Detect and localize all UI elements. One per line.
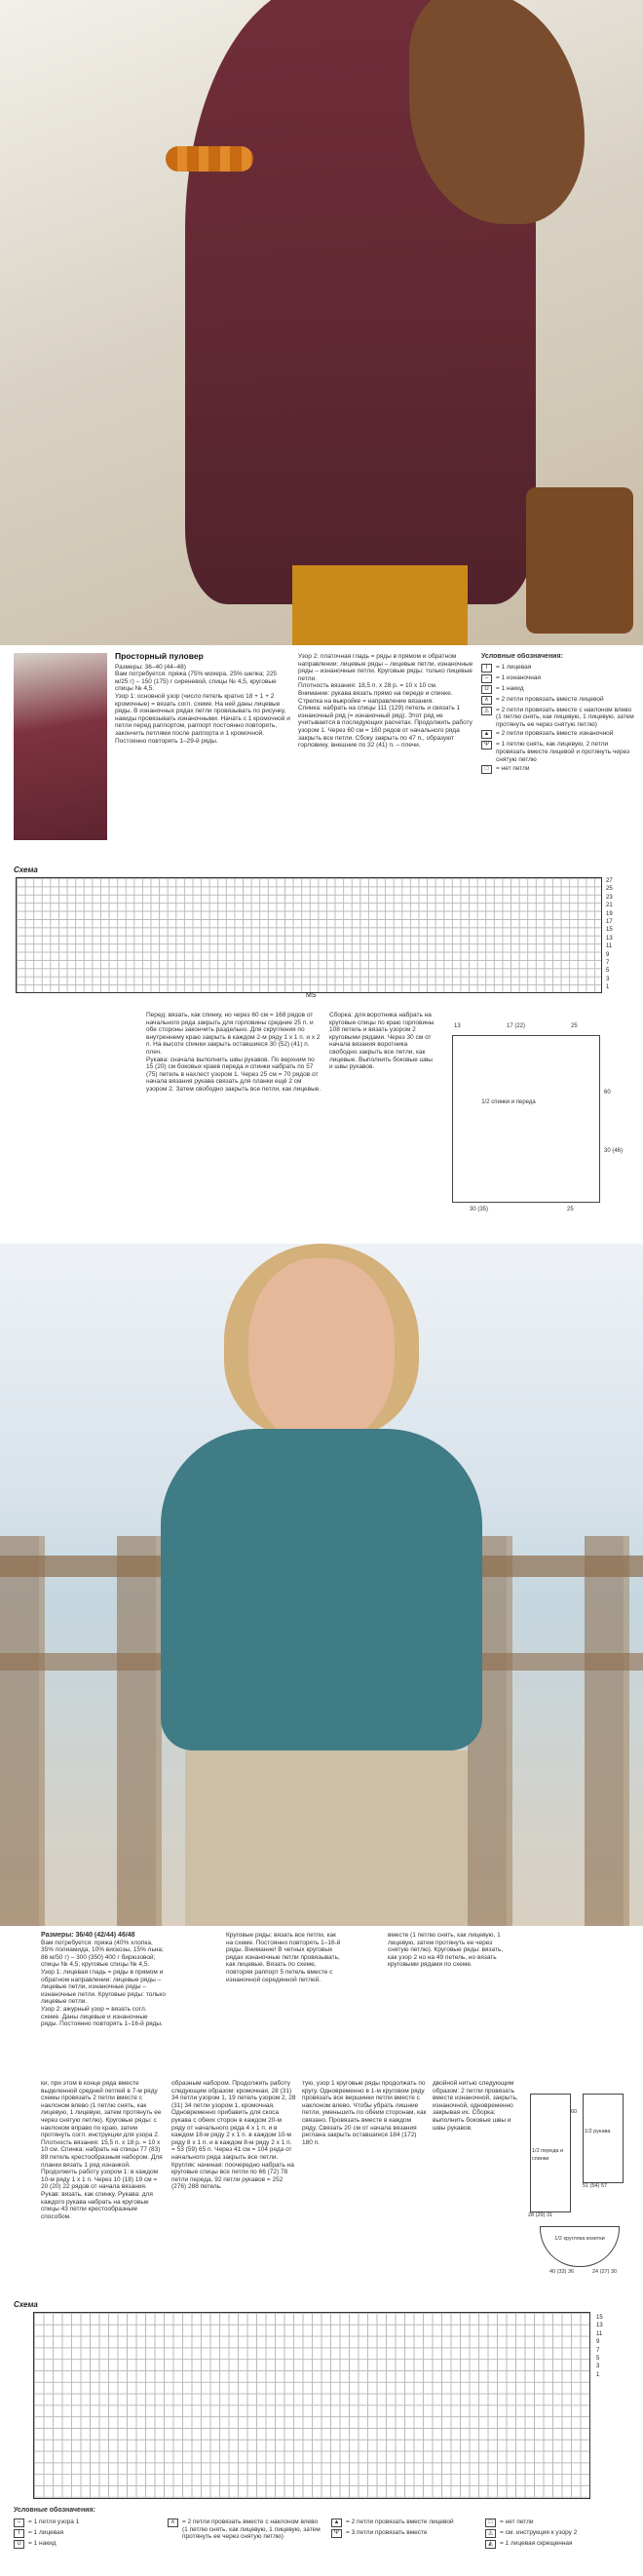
pullover-legend-text: = 2 петли провязать вместе лицевой — [496, 695, 604, 703]
blue-body-far-text: двойной нитью следующим образом: 2 петли провязать вместе изнаночной, закрыть, изнаночной, одновременно закрывая их. Сборка: выполнить боковые швы и швы рукавов. — [433, 2080, 518, 2132]
symbol-icon: ◬ — [485, 2529, 496, 2538]
blue-legend-text: = см. инструкция к узору 2 — [500, 2529, 578, 2536]
row-number: 11 — [596, 2330, 603, 2337]
pattern-shape — [452, 1035, 600, 1203]
blue-row-numbers — [596, 2314, 620, 2379]
row-number: 3 — [606, 976, 610, 982]
blue-legend-item — [485, 2540, 631, 2549]
pullover-photo — [0, 0, 643, 645]
dim-bottom-1: 30 (35) — [470, 1207, 489, 1212]
blue-legend-item — [14, 2518, 160, 2527]
pullover-sleeves-text: Рукава: сначала выполнить швы рукавов. По верхним по 15 (20) см боковых краев переда и спинки набрать по 57 (75) петель в нахлест узором 1. Через 25 см = 70 рядов от начала вязания рукава связать для планки ещё 2 см узором 2. Затем свободно закрыть все петли, как лицевые. — [146, 1056, 322, 1093]
symbol-icon: ∧ — [168, 2518, 178, 2527]
blue-legend-item — [14, 2540, 160, 2549]
pullover-legend-item — [481, 707, 637, 729]
pullover-legend-item — [481, 664, 637, 673]
symbol-icon: U — [14, 2540, 24, 2549]
blue-legend-item — [331, 2518, 477, 2527]
blue-legend-item — [14, 2529, 160, 2538]
symbol-icon: □ — [481, 765, 492, 774]
pullover-front-text: Перед: вязать, как спинку, но через 60 см = 168 рядов от начального ряда закрыть для горловины средние 25 п. и обе стороны закончить раздельно. Для скругления по внутреннему краю закрыть в каждом 2-м ряду 1 x 1 п. и x 2 п. На высоте спинки закрыть оставшиеся 30 (52) (41) п. плеч. — [146, 1012, 321, 1056]
row-number: 11 — [606, 943, 613, 950]
pullover-attention: Внимание: рукава вязать прямо на переде и спинке. Стрелка на выкройке = направление вязания. — [298, 689, 453, 705]
pullover-materials: Вам потребуется: пряжа (75% мохера, 25% шелка; 225 м/25 г) – 150 (175) г сиреневой, спицы № 4,5, круговые спицы № 4,5. — [115, 671, 278, 693]
blue-legend-col4 — [485, 2518, 631, 2573]
blue-body-mid-text: обраэным набором. Продолжить работу следующим образом: кромочная, 28 (31) 34 петли узором 1, 19 петель узором 2, 28 (31) 34 петли узором 1, кромочная. Одновременно прибавить для скоса рукава с обеих сторон в каждом 20-м ряду от начального ряда 4 x 1 п. и в каждом 18-м ряду 2 x 1 п. в каждом 10-м ряду 8 x 1 п. и в каждом 8-м ряду 2 x 1 п. = 53 (59) 65 п. Через 41 см = 104 ряда от начального ряда закрыть все петли. Кругляк: начиная: поочередно набрать на круговые спицы все петли по 66 (72) 78 петли переда, 92 петли рукавов = 252 (276) 288 петель. — [171, 2080, 296, 2191]
pullover-legend-text: = 1 изнаночная — [496, 673, 542, 681]
pullover-scheme — [14, 865, 637, 1002]
blue-legend-text: = 3 петли провязать вместе — [346, 2529, 428, 2536]
symbol-icon: I — [481, 664, 492, 673]
row-number: 19 — [606, 910, 613, 917]
row-number: 21 — [606, 903, 613, 909]
row-number: 15 — [596, 2315, 603, 2321]
row-number: 1 — [596, 2371, 600, 2378]
yoke-shape — [540, 2226, 620, 2267]
pullover-legend — [481, 653, 637, 848]
row-number: 1 — [606, 984, 610, 991]
blue-body-right-text: тую, узор 1 круговые ряды продолжать по кругу. Одновременно в 1-м круговом ряду провязать все вершинки петли вместе с наклоном влево. Чтобы убрать лишние петли, уменьшить по обеим сторонам, как связано. Провязать вместе в каждом ряду. Связать 20 см от начала вязания реглана закрыть оставшиеся 184 (172) 180 п. — [302, 2080, 427, 2146]
blue-body-mid — [171, 2080, 296, 2289]
row-number: 5 — [606, 968, 610, 975]
blue-legend-text: = 1 лицевая — [28, 2529, 64, 2536]
blue-col3 — [388, 1932, 505, 2078]
blue-sizes: Размеры: 36/40 (42/44) 46/48 — [41, 1932, 135, 1939]
pullover-front — [146, 1012, 322, 1231]
pullover-chart-grid — [16, 877, 602, 993]
blue-legend-text: = 1 лицевая скрещенная — [500, 2540, 573, 2547]
row-number: 7 — [596, 2347, 600, 2354]
pullover-legend-text: = 1 петлю снять, как лицевую, 2 петли провязать вместе лицевой и протянуть через снятую петлю — [496, 741, 630, 763]
blue-legend-item — [485, 2518, 631, 2527]
symbol-icon: Ψ — [481, 741, 492, 750]
pattern-label: 1/2 спинки и переда — [481, 1099, 536, 1105]
blue-dim-1: 28 (29) 31 — [528, 2212, 553, 2218]
bracelet — [166, 146, 253, 172]
row-number: 9 — [606, 951, 610, 958]
pullover-title: Просторный пуловер — [115, 653, 204, 661]
pullover-legend-text: = 1 накид — [496, 684, 524, 692]
pullover-sizes: Размеры: 36–40 (44–48) — [115, 663, 186, 671]
row-number: 13 — [606, 935, 613, 942]
blue-scheme-label: Схема — [14, 2300, 38, 2309]
blue-pattern-b: Узор 2: ажурный узор = вязать согл. схеме. Даны лицевые и изнаночные ряды. Постоянно повторять 1–16-й ряды. — [41, 2005, 163, 2028]
sleeve-shape — [583, 2094, 624, 2183]
dim-side-2: 30 (46) — [604, 1148, 624, 1154]
ms-label: MS — [306, 992, 317, 999]
pullover-back: Спинка: набрать на спицы 111 (129) петель и связать 1 изнаночный ряд (= изнаночный ряд). Этот ряд не учитывается в последующих расчетах. Продолжить работу узором 1. Через 60 см = 160 рядов от начального ряда закрыть все петли. Сбоку закрыть по 47 п., образуют горловину, внешние по 32 (41) п. – плечи. — [298, 705, 473, 750]
handbag — [526, 487, 633, 634]
pullover-row-numbers — [606, 877, 629, 992]
blue-legend-text: = 1 петля узора 1 — [28, 2518, 80, 2525]
pullover-legend-item — [481, 741, 637, 763]
blue-dim-3: 51 (54) 57 — [583, 2183, 608, 2189]
symbol-icon: – — [481, 674, 492, 683]
blue-materials: Вам потребуется: пряжа (40% хлопка, 35% полиамида, 10% вискозы, 15% льна; 86 м/50 г) – 300 (350) 400 г бирюзовой; спицы № 4,5; круговые спицы № 4,5. — [41, 1939, 164, 1969]
sleeve-label: 1/2 рукава — [585, 2129, 611, 2134]
dim-top-1: 13 — [454, 1023, 461, 1029]
pullover-legend-item — [481, 685, 637, 694]
blue-col1 — [41, 1932, 166, 2078]
blue-body-left — [41, 2080, 166, 2289]
blue-legend-col1 — [14, 2518, 160, 2573]
dim-bottom-2: 25 — [567, 1207, 574, 1212]
blue-legend-item — [331, 2529, 477, 2538]
symbol-icon: U — [481, 685, 492, 694]
row-number: 13 — [596, 2323, 603, 2329]
row-number: 7 — [606, 960, 610, 967]
blue-legend-item — [485, 2529, 631, 2538]
blue-top-photo — [0, 1244, 643, 1926]
row-number: 15 — [606, 927, 613, 934]
pants — [292, 565, 468, 645]
pullover-pattern1: Узор 1: основной узор (число петель кратно 18 + 1 + 2 кромочные) = вязать согл. схеме. На ней даны лицевые ряды. В изнаночных рядах петли провязывать по рисунку, накиды провязывать изнаночными. Начать с 1 кромочной и петли перед раппортом, раппорт постоянно повторять, закончить петлями после раппорта и 1 кромочной. Постоянно повторять 1–29-й ряды. — [115, 692, 290, 745]
row-number: 27 — [606, 878, 613, 884]
pullover-density: Плотность вязания: 18,5 п. x 28 р. = 10 x 10 см. — [298, 682, 437, 690]
blue-legend-text: = 2 петли провязать вместе лицевой — [346, 2518, 454, 2525]
pullover-pattern-diagram — [440, 1012, 635, 1231]
blue-legend — [14, 2507, 637, 2573]
symbol-icon: I — [14, 2529, 24, 2538]
pullover-pattern2: Узор 2: платочная гладь = ряды в прямом и обратном направлении: лицевые ряды – лицевые петли, изнаночные ряды – изнаночные петли. Круговые ряды: только лицевые петли. — [298, 653, 473, 682]
blue-dim-5: 24 (27) 30 — [592, 2269, 618, 2275]
pullover-legend-text: = 2 петли провязать вместе с наклоном влево (1 петлю снять, как лицевую, 1 лицевую, затем протянуть ее через снятую петлю) — [496, 706, 634, 728]
blue-body-far — [433, 2080, 520, 2289]
row-number: 3 — [596, 2364, 600, 2370]
row-number: 25 — [606, 886, 613, 893]
symbol-icon: – — [14, 2518, 24, 2527]
blue-text-mid: Круговые ряды: вязать все петли, как на схеме. Постоянно повторять 1–16-й ряды. Внимание! В четных круговых рядах изнаночные петли провязывать, как лицевые. Вязать по схеме, повторяя раппорт 5 петель вместе с изнаночной серединной петлей. — [226, 1932, 341, 1983]
model-face — [248, 1258, 395, 1443]
symbol-icon: ◬ — [481, 707, 492, 715]
pullover-assembly — [329, 1012, 436, 1231]
blue-legend-item — [168, 2518, 323, 2541]
symbol-icon: □ — [485, 2518, 496, 2527]
blue-legend-col2 — [168, 2518, 323, 2573]
blue-legend-col3 — [331, 2518, 477, 2573]
symbol-icon: ▲ — [331, 2518, 342, 2527]
blue-col2 — [226, 1932, 343, 2078]
legend-title: Условные обозначения: — [481, 653, 563, 660]
blue-legend-title: Условные обозначения: — [14, 2507, 95, 2514]
blue-legend-text: = нет петли — [500, 2518, 534, 2525]
blue-body-left-text: ки, при этом в конце ряда вместе выделенной средней петлей в 7-м ряду схемы провязать 2 петли вместе с наклоном влево (1 петлю снять, как лицевую, 1 лицевую, затем протянуть ее через снятую петлю). Круговые ряды: с наклоном вправо по краю, затем протянуть согл. инструкции для узора 2. Плотность вязания: 15,5 п. x 18 р. = 10 x 10 см. Спинка: набрать на спицы 77 (83) 89 петель крестообразным набором. Для планки вязать 1 ряд изнанкой. Продолжить работу узором 1: в каждом 10-м ряду 1 x 1 п. Через 10 (18) 19 см = 20 (20) 22 рядов от начала вязания. Рукав: вязать, как спинку. Рукава: для каждого рукава набрать на круговые спицы 43 петли крестообразным способом. — [41, 2080, 163, 2220]
jeans — [185, 1750, 468, 1926]
pullover-col1 — [115, 653, 290, 848]
row-number: 17 — [606, 919, 613, 926]
dim-side-1: 60 — [604, 1090, 611, 1096]
body-label: 1/2 переда и спинки — [532, 2148, 564, 2162]
symbol-icon: ∧ — [481, 696, 492, 705]
pullover-legend-item — [481, 765, 637, 774]
pullover-legend-text: = 2 петли провязать вместе изнаночной — [496, 730, 614, 738]
symbol-icon: ◭ — [485, 2540, 496, 2549]
pullover-legend-item — [481, 674, 637, 683]
row-number: 23 — [606, 894, 613, 901]
lace-top — [161, 1429, 482, 1750]
pullover-assembly-text: Сборка: для воротника набрать на круговые спицы по краю горловины 108 петель и вязать узором 2 круговыми рядами. Через 30 см от начала вязания воротника свободно закрыть все петли, как лицевые. Выполнить боковые швы и швы рукавов. — [329, 1012, 435, 1071]
blue-pattern-diagram — [524, 2090, 637, 2285]
blue-legend-text: = 2 петли провязать вместе с наклоном влево (1 петлю снять, как лицевую, 1 лицевую, затем протянуть ее через снятую петлю) — [182, 2518, 321, 2541]
row-number: 9 — [596, 2339, 600, 2346]
pullover-legend-item — [481, 696, 637, 705]
blue-scheme — [14, 2300, 637, 2505]
dim-top-2: 17 (22) — [507, 1023, 526, 1029]
pullover-thumbnail — [14, 653, 107, 840]
symbol-icon: ▲ — [481, 730, 492, 739]
pullover-col2 — [298, 653, 473, 848]
blue-dim-4: 40 (33) 36 — [549, 2269, 575, 2275]
scheme-label: Схема — [14, 865, 38, 874]
pullover-lower — [0, 1012, 643, 1236]
blue-text-right: вместе (1 петлю снять, как лицевую, 1 лицевую, затем протянуть ее через снятую петлю). Круговые ряды: вязать, как узор 2 но на 49 петель, но вязать круговыми рядами по схеме. — [388, 1932, 504, 1969]
row-number: 5 — [596, 2356, 600, 2363]
symbol-icon: Ψ — [331, 2529, 342, 2538]
pullover-legend-text: = нет петли — [496, 765, 530, 773]
blue-pattern-a: Узор 1: лицевая гладь = ряды в прямом и обратном направлении: лицевые ряды – лицевые петли, изнаночные ряды – изнаночные петли. Круговые ряды: только лицевые петли. — [41, 1968, 166, 2006]
blue-chart-grid — [33, 2312, 590, 2499]
dim-top-3: 25 — [571, 1023, 578, 1029]
pullover-legend-item — [481, 730, 637, 739]
blue-legend-text: = 1 накид — [28, 2540, 57, 2547]
pullover-instructions — [0, 651, 643, 885]
blue-body-right — [302, 2080, 427, 2289]
yoke-label: 1/2 кругляка кокетки — [554, 2236, 605, 2242]
blue-top-body — [0, 2080, 643, 2294]
blue-dim-2: 60 — [571, 2109, 578, 2115]
pullover-legend-text: = 1 лицевая — [496, 663, 532, 671]
blue-top-instructions — [0, 1932, 643, 2078]
